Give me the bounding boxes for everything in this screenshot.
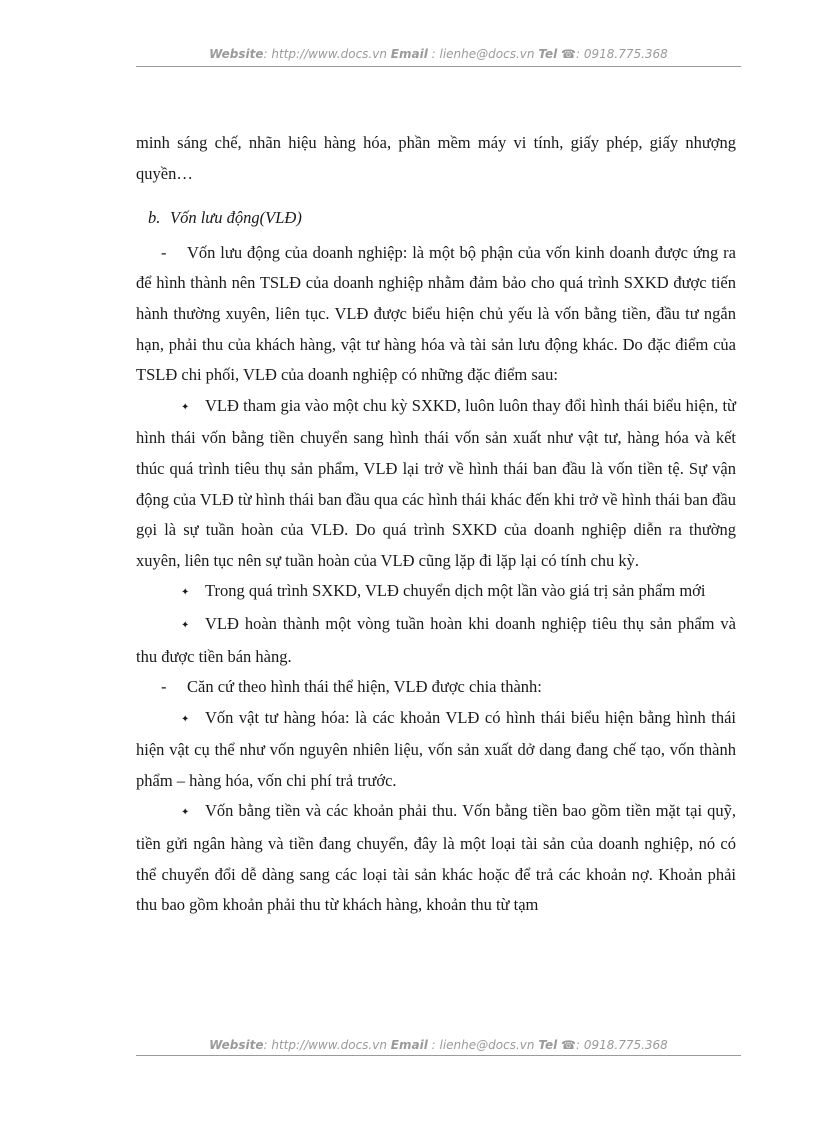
footer-website-label: Website — [209, 1038, 264, 1052]
bullet-text: VLĐ tham gia vào một chu kỳ SXKD, luôn luôn thay đổi hình thái biểu hiện, từ hình thái vốn bằng tiền chuyển sang hình thái vốn sản xuất như vật tư, hàng hóa và kết thúc quá trình tiêu thụ sản phẩm, VLĐ lại trở về hình thái ban đầu là vốn tiền tệ. Sự vận động của VLĐ từ hình thái ban đầu qua các hình thái khác đến khi trở về hình thái ban đầu gọi là sự tuần hoàn của VLĐ. Do quá trình SXKD của doanh nghiệp diễn ra thường xuyên, liên tục nên sự tuần hoàn của VLĐ cũng lặp đi lặp lại có tính chu kỳ. — [136, 395, 736, 570]
footer-website-value: : http://www.docs.vn — [263, 1038, 387, 1052]
bullet-paragraph — [136, 391, 736, 577]
bullet-text: VLĐ hoàn thành một vòng tuần hoàn khi doanh nghiệp tiêu thụ sản phẩm và thu được tiền bán hàng. — [136, 613, 736, 666]
footer-tel-value: : 0918.775.368 — [575, 1038, 668, 1052]
dash-paragraph — [136, 672, 736, 703]
bullet-paragraph — [136, 576, 736, 609]
bullet-paragraph — [136, 796, 736, 920]
bullet-text: Trong quá trình SXKD, VLĐ chuyển dịch một lần vào giá trị sản phẩm mới — [205, 581, 706, 601]
dash-paragraph-text: Vốn lưu động của doanh nghiệp: là một bộ phận của vốn kinh doanh được ứng ra để hình thành nên TSLĐ của doanh nghiệp nhằm đảm bảo cho quá trình SXKD được tiến hành thường xuyên, liên tục. VLĐ được biểu hiện chủ yếu là vốn bằng tiền, đầu tư ngắn hạn, phải thu của khách hàng, vật tư hàng hóa và tài sản lưu động khác. Do đặc điểm của TSLĐ chi phối, VLĐ của doanh nghiệp có những đặc điểm sau: — [136, 242, 736, 385]
diamond-bullet-icon: ✦ — [181, 587, 190, 599]
footer-rule — [136, 1055, 741, 1056]
diamond-bullet-icon: ✦ — [181, 713, 190, 725]
section-heading-label: b. — [148, 208, 161, 228]
dash-marker: - — [161, 677, 167, 697]
header-tel-value: : 0918.775.368 — [575, 47, 668, 61]
phone-icon: ☎ — [561, 1038, 576, 1052]
diamond-bullet-icon: ✦ — [181, 401, 190, 413]
page-footer — [136, 1038, 741, 1052]
bullet-paragraph — [136, 609, 736, 672]
footer-email-value: : lienhe@docs.vn — [431, 1038, 535, 1052]
header-website-label: Website — [209, 47, 264, 61]
footer-tel-label: Tel — [538, 1038, 558, 1052]
dash-marker: - — [161, 242, 167, 262]
header-email-label: Email — [390, 47, 428, 61]
diamond-bullet-icon: ✦ — [181, 807, 190, 819]
dash-paragraph-text: Căn cứ theo hình thái thể hiện, VLĐ được chia thành: — [187, 677, 542, 697]
bullet-text: Vốn bằng tiền và các khoản phải thu. Vốn bằng tiền bao gồm tiền mặt tại quỹ, tiền gửi ngân hàng và tiền đang chuyển, đây là một loại tài sản của doanh nghiệp, nó có thể chuyển đổi dễ dàng sang các loại tài sản khác hoặc để trả các khoản nợ. Khoản phải thu bao gồm khoản phải thu từ khách hàng, khoản thu từ tạm — [136, 801, 736, 915]
header-tel-label: Tel — [538, 47, 558, 61]
document-body — [136, 128, 736, 921]
header-email-value: : lienhe@docs.vn — [431, 47, 535, 61]
header-website-value: : http://www.docs.vn — [263, 47, 387, 61]
bullet-text: Vốn vật tư hàng hóa: là các khoản VLĐ có hình thái biểu hiện bằng hình thái hiện vật cụ thể như vốn nguyên nhiên liệu, vốn sản xuất dở dang đang chế tạo, vốn thành phẩm – hàng hóa, vốn chi phí trả trước. — [136, 707, 736, 790]
section-heading — [136, 203, 736, 234]
section-heading-text: Vốn lưu động(VLĐ) — [170, 208, 302, 228]
page-header — [136, 47, 741, 61]
header-rule — [136, 66, 741, 67]
phone-icon: ☎ — [561, 47, 576, 61]
diamond-bullet-icon: ✦ — [181, 619, 190, 631]
footer-email-label: Email — [390, 1038, 428, 1052]
dash-paragraph — [136, 238, 736, 391]
paragraph-continued: minh sáng chế, nhãn hiệu hàng hóa, phần mềm máy vi tính, giấy phép, giấy nhượng quyền… — [136, 133, 736, 183]
bullet-paragraph — [136, 703, 736, 797]
